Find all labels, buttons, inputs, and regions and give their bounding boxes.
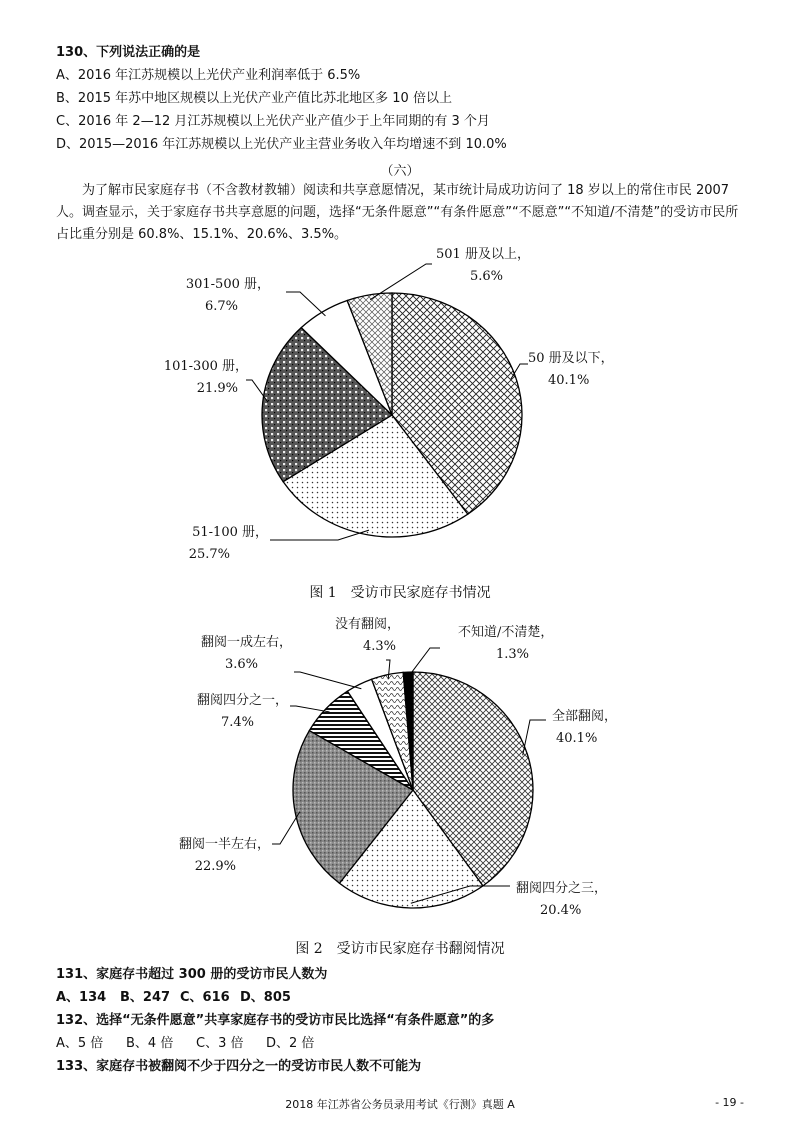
slice-value-label: 25.7% bbox=[188, 547, 230, 562]
question-132-option-b: B、4 倍 bbox=[126, 1036, 174, 1051]
question-131-option-c: C、616 bbox=[180, 990, 230, 1005]
intro-paragraph: 为了解市民家庭存书（不含教材教辅）阅读和共享意愿情况，某市统计局成功访问了 18 岁以上的常住市民 2007 人。调查显示，关于家庭存书共享意愿的问题，选择“无条件愿意”“有条件愿意”“不愿意”“不知道/不清楚”的受访市民所占比重分别是 60.8%、15.1%、20.6%、3.5%。 bbox=[56, 183, 739, 242]
footer-title: 2018 年江苏省公务员录用考试《行测》真题 A bbox=[285, 1098, 515, 1111]
slice-value-label: 20.4% bbox=[540, 903, 582, 918]
question-131-option-a: A、134 bbox=[56, 990, 107, 1005]
slice-category-label: 301-500 册， bbox=[185, 277, 270, 292]
slice-category-label: 101-300 册， bbox=[163, 359, 248, 374]
slice-value-label: 4.3% bbox=[362, 639, 396, 654]
slice-category-label: 翻阅四分之三， bbox=[516, 881, 608, 896]
question-133-stem: 133、家庭存书被翻阅不少于四分之一的受访市民人数不可能为 bbox=[56, 1059, 422, 1074]
question-130-option-d: D、2015—2016 年江苏规模以上光伏产业主营业务收入年均增速不到 10.0% bbox=[56, 137, 507, 152]
section-label: （六） bbox=[380, 164, 420, 179]
slice-category-label: 51-100 册， bbox=[192, 525, 268, 540]
pie-chart-2 bbox=[0, 608, 800, 938]
question-132-stem: 132、选择“无条件愿意”共享家庭存书的受访市民比选择“有条件愿意”的多 bbox=[56, 1013, 495, 1028]
pie-chart-1 bbox=[0, 240, 800, 610]
question-131-option-b: B、247 bbox=[120, 990, 171, 1005]
slice-category-label: 50 册及以下， bbox=[528, 351, 614, 366]
leader-line bbox=[286, 292, 325, 316]
slice-value-label: 40.1% bbox=[548, 373, 590, 388]
slice-value-label: 5.6% bbox=[470, 269, 504, 284]
page-number: - 19 - bbox=[715, 1096, 744, 1109]
question-130-option-b: B、2015 年苏中地区规模以上光伏产业产值比苏北地区多 10 倍以上 bbox=[56, 91, 452, 106]
question-132-option-a: A、5 倍 bbox=[56, 1036, 104, 1051]
slice-value-label: 3.6% bbox=[224, 657, 258, 672]
slice-category-label: 不知道/不清楚， bbox=[458, 625, 554, 640]
slice-category-label: 翻阅四分之一， bbox=[196, 693, 288, 708]
slice-value-label: 6.7% bbox=[204, 299, 238, 314]
question-130-option-c: C、2016 年 2—12 月江苏规模以上光伏产业产值少于上年同期的有 3 个月 bbox=[56, 114, 490, 129]
slice-category-label: 翻阅一半左右， bbox=[178, 837, 270, 852]
question-132-option-d: D、2 倍 bbox=[266, 1036, 315, 1051]
question-131-stem: 131、家庭存书超过 300 册的受访市民人数为 bbox=[56, 967, 328, 982]
figure-2-caption: 图 2 受访市民家庭存书翻阅情况 bbox=[295, 941, 505, 957]
slice-value-label: 40.1% bbox=[556, 731, 598, 746]
leader-line bbox=[294, 672, 361, 689]
slice-value-label: 7.4% bbox=[220, 715, 254, 730]
slice-value-label: 1.3% bbox=[496, 647, 530, 662]
figure-1-caption: 图 1 受访市民家庭存书情况 bbox=[309, 585, 491, 601]
slice-category-label: 没有翻阅， bbox=[334, 617, 400, 632]
question-131-option-d: D、805 bbox=[240, 990, 291, 1005]
slice-category-label: 翻阅一成左右， bbox=[200, 635, 292, 650]
leader-line bbox=[290, 706, 330, 712]
question-130-option-a: A、2016 年江苏规模以上光伏产业利润率低于 6.5% bbox=[56, 68, 361, 83]
slice-value-label: 22.9% bbox=[194, 859, 236, 874]
slice-category-label: 全部翻阅， bbox=[552, 709, 618, 724]
question-132-option-c: C、3 倍 bbox=[196, 1036, 244, 1051]
slice-value-label: 21.9% bbox=[196, 381, 238, 396]
question-130-stem: 130、下列说法正确的是 bbox=[56, 45, 201, 60]
slice-category-label: 501 册及以上， bbox=[436, 247, 530, 262]
